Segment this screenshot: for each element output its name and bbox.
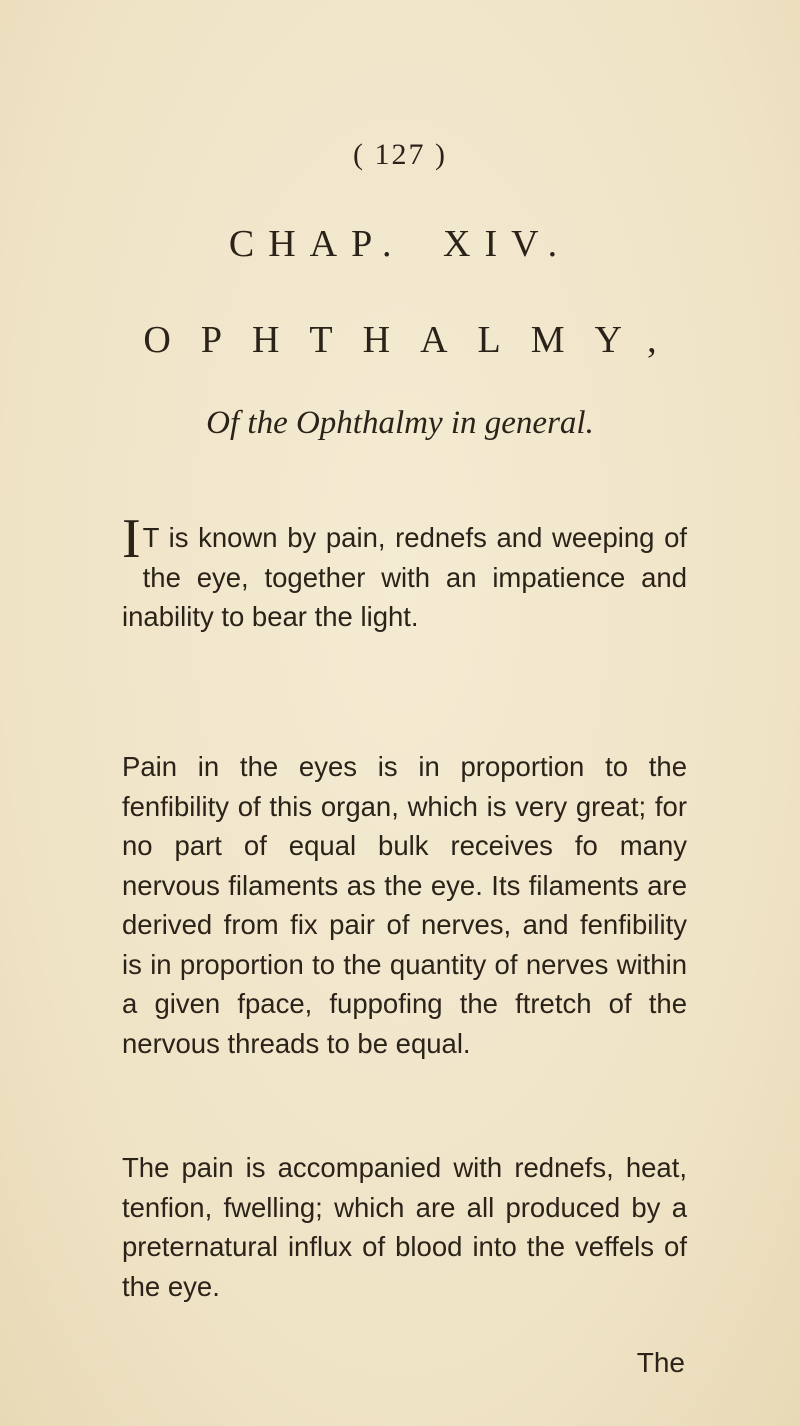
section-subtitle: Of the Ophthalmy in general.: [206, 405, 594, 441]
paragraph-2: [122, 747, 687, 1063]
chapter-heading: CHAP. XIV.: [228, 223, 572, 265]
chapter-title: OPHTHALMY,: [143, 319, 687, 361]
paragraph-1: [122, 508, 687, 637]
drop-cap: I: [122, 508, 141, 570]
page-number-header: ( 127 ): [353, 138, 447, 171]
paragraph-3: [122, 1148, 687, 1306]
paragraph-2-text: Pain in the eyes is in proportion to the fenfibility of this organ, which is very great; for no part of equal bulk receives fo many nervous filaments as the eye. Its filaments are derived from fix pair of nerves, and fenfibility is in proportion to the quantity of nerves within a given fpace, fuppofing the ftretch of the nervous threads to be equal.: [122, 751, 687, 1059]
paragraph-1-text: T is known by pain, rednefs and weeping of the eye, together with an impatience and inability to bear the light.: [122, 522, 687, 632]
catchword: The: [636, 1347, 685, 1378]
paragraph-3-text: The pain is accompanied with rednefs, heat, tenfion, fwelling; which are all produced by a preternatural influx of blood into the veffels of the eye.: [122, 1152, 687, 1302]
